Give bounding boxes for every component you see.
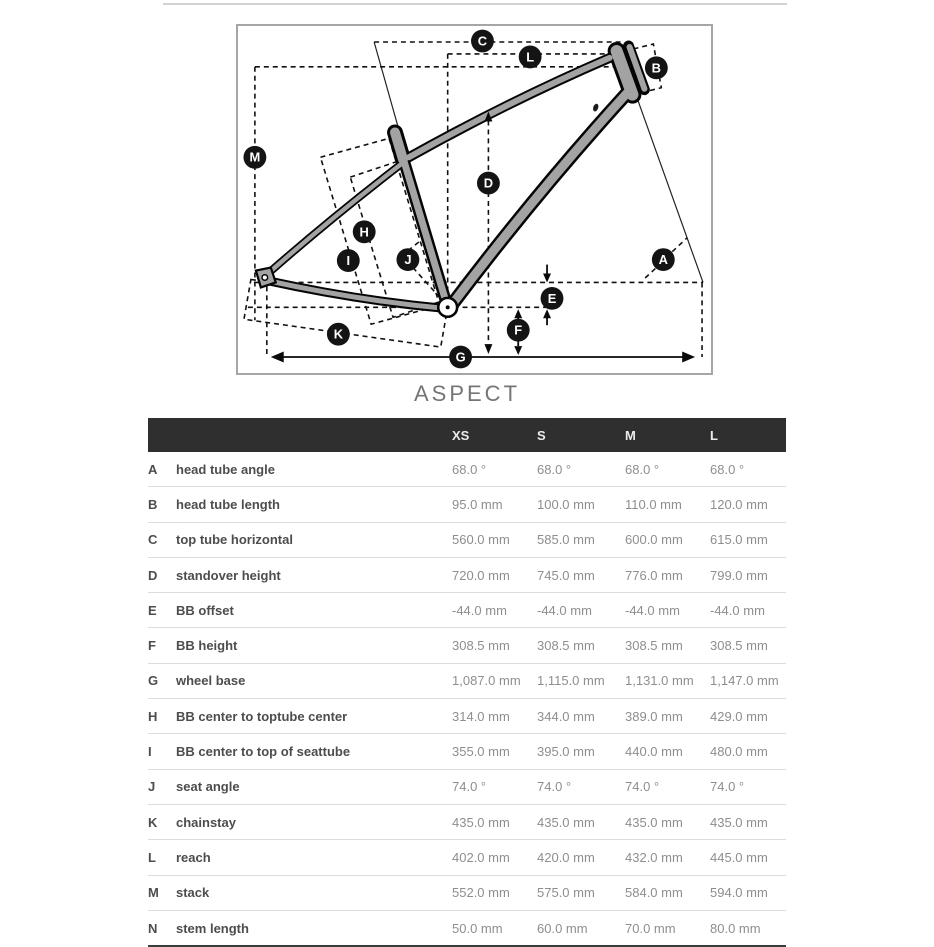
geometry-marker-letter-d: D	[483, 175, 494, 191]
size-header-row	[148, 418, 786, 452]
value-cell: 1,115.0 mm	[537, 673, 605, 689]
value-cell: 480.0 mm	[710, 744, 768, 760]
value-cell: 776.0 mm	[625, 567, 683, 583]
value-cell: 435.0 mm	[625, 814, 683, 830]
row-letter: H	[148, 708, 158, 724]
geometry-marker-letter-f: F	[514, 322, 523, 338]
value-cell: 74.0 °	[537, 779, 572, 795]
value-cell: 68.0 °	[625, 461, 660, 477]
geometry-row-I	[148, 734, 786, 769]
value-cell: 74.0 °	[452, 779, 487, 795]
geometry-table	[148, 418, 786, 947]
row-label: BB height	[176, 638, 238, 654]
value-cell: 308.5 mm	[537, 638, 595, 654]
row-letter: K	[148, 814, 158, 830]
geometry-marker-letter-a: A	[658, 252, 668, 268]
row-label: stem length	[176, 920, 249, 936]
value-cell: 435.0 mm	[452, 814, 510, 830]
geometry-table-body	[148, 452, 786, 946]
geometry-marker-letter-l: L	[526, 49, 535, 65]
value-cell: -44.0 mm	[710, 602, 765, 618]
header-label-spacer	[176, 418, 452, 452]
value-cell: 720.0 mm	[452, 567, 510, 583]
row-label: BB offset	[176, 602, 234, 618]
value-cell: 745.0 mm	[537, 567, 595, 583]
row-letter: A	[148, 461, 158, 477]
row-label: head tube angle	[176, 461, 275, 477]
value-cell: 68.0 °	[452, 461, 487, 477]
size-column-header-xs: XS	[452, 418, 537, 452]
value-cell: 435.0 mm	[537, 814, 595, 830]
value-cell: 575.0 mm	[537, 885, 595, 901]
value-cell: 420.0 mm	[537, 849, 595, 865]
geometry-row-A	[148, 452, 786, 487]
row-label: stack	[176, 885, 210, 901]
row-letter: C	[148, 532, 158, 548]
geometry-marker-letter-c: C	[477, 33, 488, 49]
value-cell: 74.0 °	[625, 779, 660, 795]
value-cell: 594.0 mm	[710, 885, 768, 901]
row-label: wheel base	[176, 673, 246, 689]
value-cell: 552.0 mm	[452, 885, 510, 901]
row-label: top tube horizontal	[176, 532, 293, 548]
row-letter: E	[148, 602, 157, 618]
value-cell: 68.0 °	[537, 461, 572, 477]
value-cell: 120.0 mm	[710, 496, 768, 512]
row-label: head tube length	[176, 496, 280, 512]
row-letter: D	[148, 567, 158, 583]
value-cell: 389.0 mm	[625, 708, 683, 724]
value-cell: 402.0 mm	[452, 849, 510, 865]
value-cell: 1,087.0 mm	[452, 673, 521, 689]
value-cell: 308.5 mm	[452, 638, 510, 654]
geometry-row-J	[148, 769, 786, 804]
row-label: BB center to top of seattube	[176, 744, 351, 760]
geometry-marker-letter-m: M	[249, 149, 261, 165]
size-column-header-l: L	[710, 418, 786, 452]
row-label: standover height	[176, 567, 281, 583]
value-cell: 95.0 mm	[452, 496, 503, 512]
geometry-row-G	[148, 663, 786, 698]
value-cell: 100.0 mm	[537, 496, 595, 512]
header-letter-spacer	[148, 418, 176, 452]
geometry-row-H	[148, 699, 786, 734]
geometry-row-D	[148, 557, 786, 592]
value-cell: 344.0 mm	[537, 708, 595, 724]
geometry-marker-letter-h: H	[359, 224, 369, 240]
value-cell: 615.0 mm	[710, 532, 768, 548]
geometry-row-K	[148, 804, 786, 839]
value-cell: 432.0 mm	[625, 849, 683, 865]
value-cell: 60.0 mm	[537, 920, 588, 936]
geometry-marker-letter-j: J	[404, 252, 412, 268]
value-cell: 560.0 mm	[452, 532, 510, 548]
value-cell: 1,131.0 mm	[625, 673, 694, 689]
bike-frame	[256, 46, 645, 317]
model-title: ASPECT	[413, 381, 521, 406]
row-label: BB center to toptube center	[176, 708, 348, 724]
value-cell: 70.0 mm	[625, 920, 676, 936]
row-label: seat angle	[176, 779, 240, 795]
row-letter: I	[148, 744, 152, 760]
row-label: chainstay	[176, 814, 236, 830]
geometry-row-M	[148, 875, 786, 910]
value-cell: 1,147.0 mm	[710, 673, 779, 689]
value-cell: 110.0 mm	[625, 496, 682, 512]
value-cell: 314.0 mm	[452, 708, 510, 724]
geometry-marker-letter-k: K	[333, 326, 344, 342]
geometry-row-C	[148, 522, 786, 557]
row-letter: L	[148, 849, 156, 865]
geometry-marker-letter-b: B	[651, 60, 662, 76]
value-cell: 80.0 mm	[710, 920, 761, 936]
value-cell: 445.0 mm	[710, 849, 768, 865]
toptube-port	[592, 103, 599, 112]
row-letter: B	[148, 496, 158, 512]
value-cell: 429.0 mm	[710, 708, 768, 724]
row-label: reach	[176, 849, 211, 865]
value-cell: -44.0 mm	[537, 602, 592, 618]
value-cell: 584.0 mm	[625, 885, 683, 901]
value-cell: 50.0 mm	[452, 920, 503, 936]
geometry-row-F	[148, 628, 786, 663]
geometry-diagram-svg	[238, 26, 711, 373]
value-cell: 440.0 mm	[625, 744, 683, 760]
value-cell: 308.5 mm	[710, 638, 768, 654]
value-cell: -44.0 mm	[452, 602, 507, 618]
size-column-header-s: S	[537, 418, 625, 452]
geometry-marker-letter-g: G	[455, 349, 466, 365]
value-cell: 74.0 °	[710, 779, 745, 795]
value-cell: 600.0 mm	[625, 532, 683, 548]
geometry-marker-letter-i: I	[346, 253, 351, 269]
value-cell: 395.0 mm	[537, 744, 595, 760]
bike-geometry-diagram	[236, 24, 713, 375]
row-letter: N	[148, 920, 158, 936]
value-cell: 799.0 mm	[710, 567, 768, 583]
value-cell: 585.0 mm	[537, 532, 595, 548]
geometry-row-L	[148, 840, 786, 875]
geometry-marker-letter-e: E	[547, 290, 557, 306]
row-letter: G	[148, 673, 159, 689]
geometry-row-N	[148, 910, 786, 946]
value-cell: 68.0 °	[710, 461, 745, 477]
row-letter: F	[148, 638, 156, 654]
geometry-table-header	[148, 418, 786, 452]
value-cell: -44.0 mm	[625, 602, 680, 618]
letter-markers	[243, 30, 674, 369]
size-column-header-m: M	[625, 418, 710, 452]
top-divider-line	[163, 3, 787, 5]
value-cell: 435.0 mm	[710, 814, 768, 830]
value-cell: 308.5 mm	[625, 638, 683, 654]
geometry-row-B	[148, 487, 786, 522]
row-letter: M	[148, 885, 159, 901]
geometry-row-E	[148, 593, 786, 628]
value-cell: 355.0 mm	[452, 744, 510, 760]
row-letter: J	[148, 779, 156, 795]
